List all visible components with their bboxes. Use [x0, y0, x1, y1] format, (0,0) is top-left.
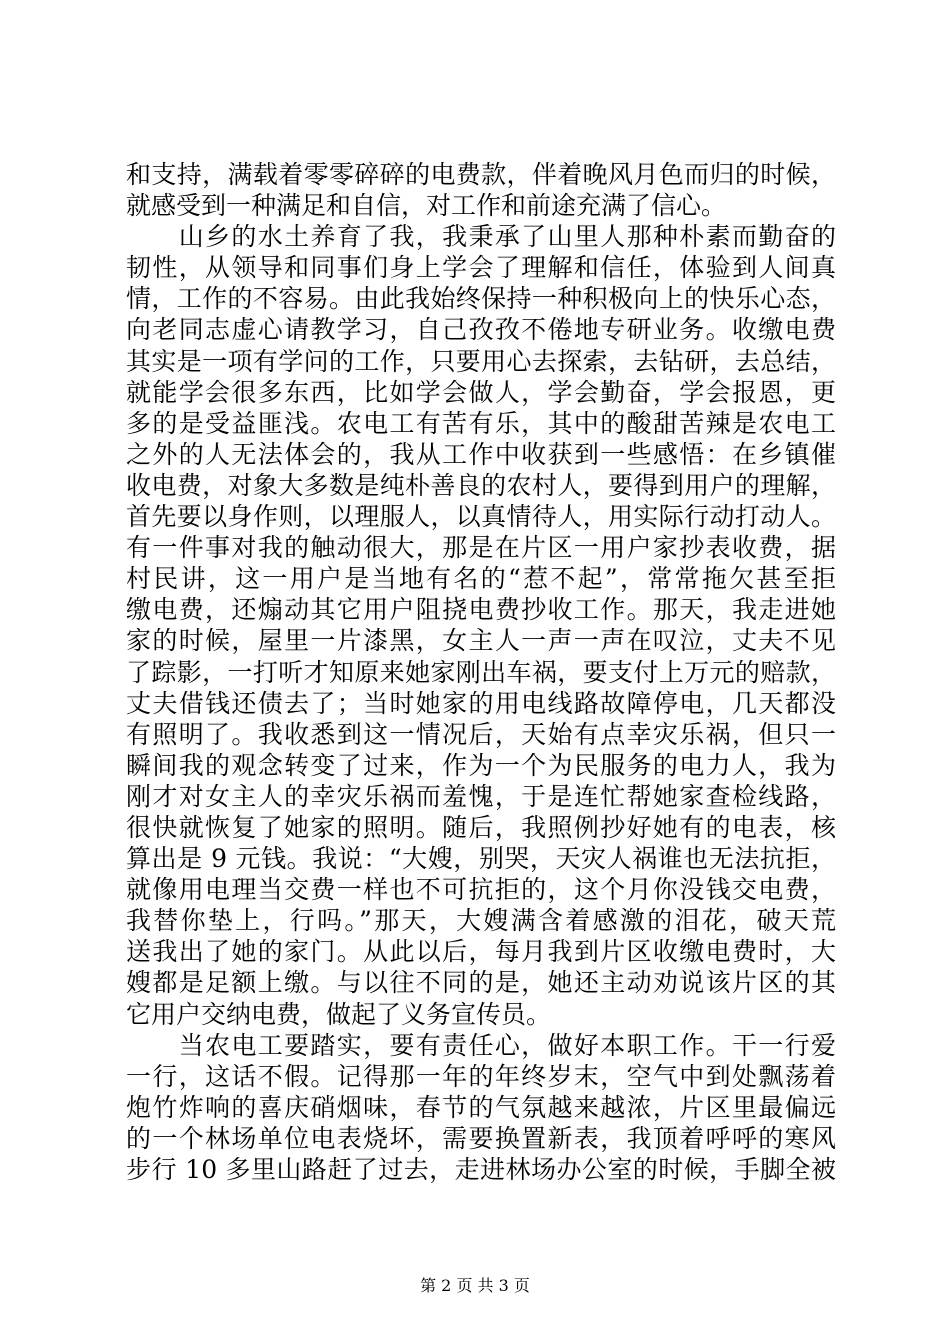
text-line: 我替你垫上，行吗。”那天，大嫂满含着感激的泪花，破天荒: [126, 906, 836, 936]
text-line: 家的时候，屋里一片漆黑，女主人一声一声在叹泣，丈夫不见: [126, 626, 836, 656]
text-line: 收电费，对象大多数是纯朴善良的农村人，要得到用户的理解，: [126, 470, 836, 500]
text-line: 很快就恢复了她家的照明。随后，我照例抄好她有的电表，核: [126, 812, 836, 842]
text-line: 有照明了。我收悉到这一情况后，天始有点幸灾乐祸，但只一: [126, 719, 836, 749]
text-line: 算出是 9 元钱。我说：“大嫂，别哭，天灾人祸谁也无法抗拒，: [126, 844, 836, 874]
text-line: 多的是受益匪浅。农电工有苦有乐，其中的酸甜苦辣是农电工: [126, 408, 836, 438]
text-line: 情，工作的不容易。由此我始终保持一种积极向上的快乐心态，: [126, 284, 836, 314]
text-line: 首先要以身作则，以理服人，以真情待人，用实际行动打动人。: [126, 502, 836, 532]
text-line: 它用户交纳电费，做起了义务宣传员。: [126, 999, 552, 1029]
text-line: 就能学会很多东西，比如学会做人，学会勤奋，学会报恩，更: [126, 377, 836, 407]
text-line: 了踪影，一打听才知原来她家刚出车祸，要支付上万元的赔款，: [126, 657, 836, 687]
text-line: 缴电费，还煽动其它用户阻挠电费抄收工作。那天，我走进她: [126, 595, 836, 625]
text-line: 的一个林场单位电表烧坏，需要换置新表，我顶着呼呼的寒风: [126, 1123, 836, 1153]
text-line: 送我出了她的家门。从此以后，每月我到片区收缴电费时，大: [126, 937, 836, 967]
text-line: 就像用电理当交费一样也不可抗拒的，这个月你没钱交电费，: [126, 875, 836, 905]
text-line: 步行 10 多里山路赶了过去，走进林场办公室的时候，手脚全被: [126, 1155, 836, 1184]
text-line: 和支持，满载着零零碎碎的电费款，伴着晚风月色而归的时候，: [126, 160, 836, 189]
body-text: [126, 159, 836, 1185]
text-line: 韧性，从领导和同事们身上学会了理解和信任，体验到人间真: [126, 253, 836, 283]
text-line: 向老同志虚心请教学习，自己孜孜不倦地专研业务。收缴电费: [126, 315, 836, 345]
text-line: 村民讲，这一用户是当地有名的“惹不起”，常常拖欠甚至拒: [126, 564, 836, 594]
text-line: 之外的人无法体会的，我从工作中收获到一些感悟：在乡镇催: [126, 439, 836, 469]
text-line: 一行，这话不假。记得那一年的年终岁末，空气中到处飘荡着: [126, 1061, 836, 1091]
text-line: 嫂都是足额上缴。与以往不同的是，她还主动劝说该片区的其: [126, 968, 836, 998]
text-line: 其实是一项有学问的工作，只要用心去探索，去钻研，去总结，: [126, 346, 836, 376]
text-line: 炮竹炸响的喜庆硝烟味，春节的气氛越来越浓，片区里最偏远: [126, 1092, 836, 1122]
text-line: 瞬间我的观念转变了过来，作为一个为民服务的电力人，我为: [126, 750, 836, 780]
text-line: 就感受到一种满足和自信，对工作和前途充满了信心。: [126, 191, 727, 221]
text-line: 山乡的水土养育了我，我秉承了山里人那种朴素而勤奋的: [126, 222, 836, 252]
text-line: 当农电工要踏实，要有责任心，做好本职工作。干一行爱: [126, 1030, 836, 1060]
page-footer: 第 2 页 共 3 页: [420, 1276, 530, 1295]
text-line: 丈夫借钱还债去了；当时她家的用电线路故障停电，几天都没: [126, 688, 836, 718]
text-line: 刚才对女主人的幸灾乐祸而羞愧，于是连忙帮她家查检线路，: [126, 781, 836, 811]
text-line: 有一件事对我的触动很大，那是在片区一用户家抄表收费，据: [126, 533, 836, 563]
